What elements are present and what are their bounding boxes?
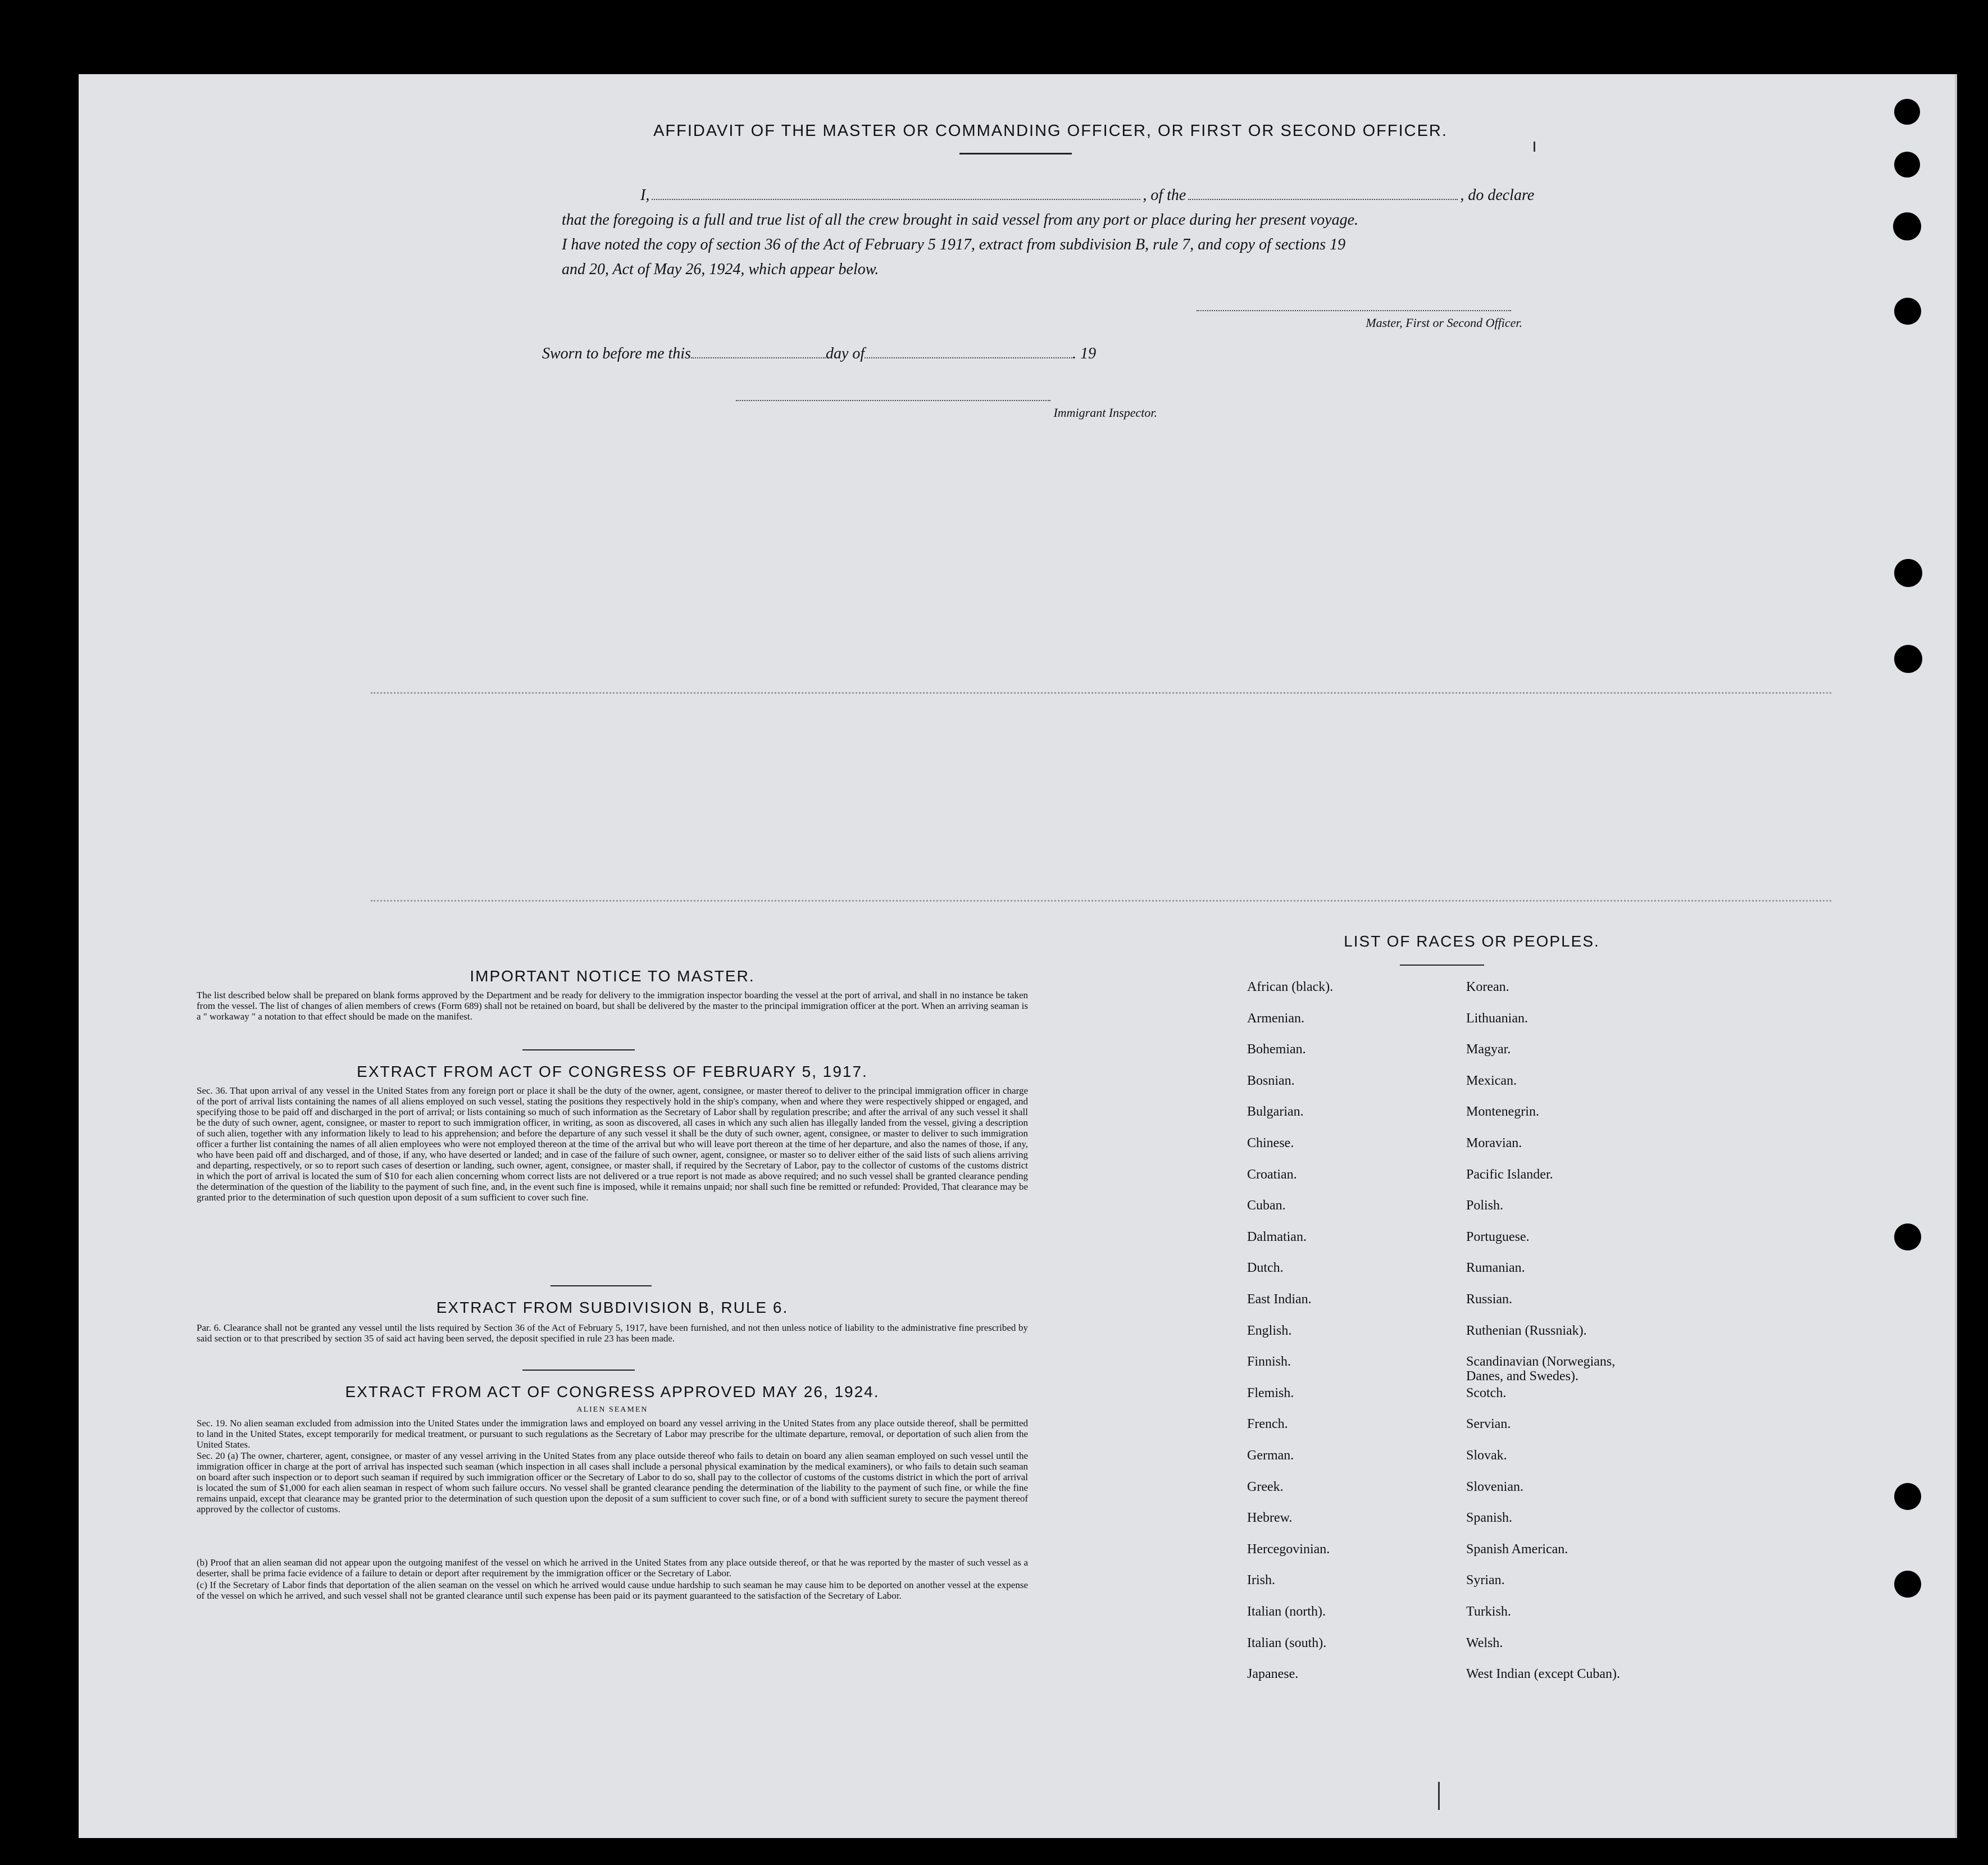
- race-item: Scotch.: [1466, 1385, 1507, 1400]
- race-item: Lithuanian.: [1466, 1011, 1528, 1026]
- race-item: Moravian.: [1466, 1136, 1522, 1150]
- inspector-caption: Immigrant Inspector.: [1053, 406, 1157, 420]
- extract1924-sec20c: (c) If the Secretary of Labor finds that deportation of the alien seaman on the vessel on which he arrived would cause undue hardship to such seaman he may cause him to be deported on another vessel at the expense of the vessel on which he arrived, and such vessel shall not be granted clearance until such expense has been paid or its payment guaranteed to the satisfaction of the Secretary of Labor.: [197, 1580, 1028, 1601]
- affidavit-line4: and 20, Act of May 26, 1924, which appear below.: [562, 261, 879, 278]
- race-item: Japanese.: [1247, 1667, 1299, 1682]
- race-item: Ruthenian (Russniak).: [1466, 1323, 1587, 1338]
- race-item: Polish.: [1466, 1198, 1504, 1213]
- race-item: Italian (south).: [1247, 1635, 1327, 1650]
- extract1917-title: EXTRACT FROM ACT OF CONGRESS OF FEBRUARY 5, 1917.: [357, 1063, 868, 1080]
- rule6-divider: [522, 1370, 635, 1371]
- of-the-label: , of the: [1143, 186, 1186, 204]
- affidavit-title: AFFIDAVIT OF THE MASTER OR COMMANDING OFFICER, OR FIRST OR SECOND OFFICER.: [653, 122, 1448, 140]
- race-item: Hebrew.: [1247, 1511, 1293, 1526]
- punch-hole: [1893, 212, 1921, 240]
- races-underline: [1400, 965, 1484, 966]
- year-label: . 19: [1072, 345, 1097, 362]
- race-item: Korean.: [1466, 980, 1509, 994]
- race-item: Portuguese.: [1466, 1229, 1530, 1244]
- notice-divider: [522, 1049, 635, 1050]
- race-item: German.: [1247, 1448, 1294, 1463]
- ink-speck: [1534, 142, 1535, 152]
- punch-hole: [1894, 99, 1920, 125]
- race-item: Spanish.: [1466, 1511, 1513, 1526]
- race-item: Bulgarian.: [1247, 1104, 1304, 1120]
- rule6-title: EXTRACT FROM SUBDIVISION B, RULE 6.: [436, 1299, 789, 1316]
- ghost-row: [371, 692, 1831, 694]
- race-item: Armenian.: [1247, 1011, 1304, 1026]
- race-item: Irish.: [1247, 1573, 1275, 1588]
- punch-hole: [1894, 1223, 1921, 1250]
- race-item: Bohemian.: [1247, 1042, 1306, 1057]
- race-item: Dalmatian.: [1247, 1229, 1307, 1244]
- race-item: Italian (north).: [1247, 1604, 1326, 1619]
- extract1917-body: Sec. 36. That upon arrival of any vessel in the United States from any foreign port or place it shall be the duty of the owner, agent, consignee, or master thereof to deliver to the principal immigration officer in charge of the port of arrival lists containing the names of all aliens employed on such vessel, stating the positions they respectively hold in the ship's company, when and where they were respectively shipped or engaged, and specifying those to be paid off and discharged in the port of arrival; or lists containing so much of such information as the Secretary of Labor shall by regulation prescribe; and after the arrival of any such vessel it shall be the duty of such owner, agent, consignee, or master to report to such immigration officer, in writing, as soon as discovered, all cases in which any such alien has illegally landed from the vessel, giving a description of such alien, together with any information likely to lead to his apprehension; and before the departure of any such vessel it shall be the duty of such owner, agent, consignee, or master to deliver to such immigration officer a further list containing the names of all alien employees who were not employed thereon at the time of the arrival but who will leave port thereon at the time of her departure, and also the names of those, if any, who have been paid off and discharged, and of those, if any, who have deserted or landed; and in case of the failure of such owner, agent, consignee, or master so to deliver either of the said lists of such aliens arriving and departing, respectively, or so to report such cases of desertion or landing, such owner, agent, consignee, or master shall, if required by the Secretary of Labor, pay to the collector of customs of the customs district in which the port of arrival is located the sum of $10 for each alien concerning whom correct lists are not delivered or a true report is not made as above required; and no such vessel shall be granted clearance pending the determination of the question of the liability to the payment of such fine, and, in the event such fine is imposed, while it remains unpaid; nor shall such fine be remitted or refunded: Provided, That clearance may be granted prior to the determination of such question upon deposit of a sum sufficient to cover such fine.: [197, 1085, 1028, 1203]
- sworn-line: [542, 345, 1329, 363]
- punch-hole: [1894, 645, 1922, 673]
- extract1924-subtitle: ALIEN SEAMEN: [576, 1405, 648, 1414]
- master-signature-line[interactable]: [1197, 310, 1511, 311]
- race-item: African (black).: [1247, 980, 1334, 994]
- race-item: Chinese.: [1247, 1136, 1294, 1150]
- extract1917-divider: [551, 1285, 652, 1286]
- race-item: Finnish.: [1247, 1354, 1291, 1370]
- race-item: English.: [1247, 1323, 1292, 1338]
- race-item: Slovak.: [1466, 1448, 1507, 1463]
- punch-hole: [1894, 298, 1921, 325]
- extract1924-sec20b: (b) Proof that an alien seaman did not appear upon the outgoing manifest of the vessel on which he arrived in the United States from any place outside thereof, or that he was reported by the master of such vessel as a deserter, shall be prima facie evidence of a failure to detain or deport after requirement by the immigration officer or the Secretary of Labor.: [197, 1557, 1028, 1579]
- extract1924-sec20a: Sec. 20 (a) The owner, charterer, agent, consignee, or master of any vessel arriving in the United States from any place outside thereof who fails to detain on board any alien seaman employed on such vessel until the immigration officer in charge at the port of arrival has inspected such seaman (which inspection in all cases shall include a personal physical examination by the medical examiners), or who fails to detain such seaman on board after such inspection or to deport such seaman if required by such immigration officer or the Secretary of Labor to do so, shall pay to the collector of customs of the customs district in which the port of arrival is located the sum of $1,000 for each alien seaman in respect of whom such failure occurs. No vessel shall be granted clearance pending the determination of the liability to the payment of such fine, or while the fine remains unpaid, except that clearance may be granted prior to the determination of such question upon the deposit of a sum sufficient to cover such fine, or of a bond with sufficient surety to secure the payment thereof approved by the collector of customs.: [197, 1450, 1028, 1514]
- race-item: Servian.: [1466, 1417, 1511, 1432]
- ink-speck: [1438, 1782, 1440, 1810]
- punch-hole: [1894, 152, 1920, 178]
- affidavit-line3: I have noted the copy of section 36 of the Act of February 5 1917, extract from subdivision B, rule 7, and copy of sections 19: [562, 236, 1346, 253]
- race-item: East Indian.: [1247, 1292, 1312, 1307]
- form-sheet: [79, 74, 1957, 1838]
- master-signature-caption: Master, First or Second Officer.: [1366, 316, 1522, 330]
- ghost-row: [371, 900, 1831, 902]
- race-item: Magyar.: [1466, 1042, 1511, 1057]
- extract1924-sec19: Sec. 19. No alien seaman excluded from admission into the United States under the immigration laws and employed on board any vessel arriving in the United States from any place outside thereof, shall be permitted to land in the United States, except temporarily for medical treatment, or pursuant to such regulations as the Secretary of Labor may prescribe for the ultimate departure, removal, or deportation of such alien from the United States.: [197, 1418, 1028, 1450]
- punch-hole: [1894, 559, 1922, 587]
- race-item: Rumanian.: [1466, 1261, 1525, 1276]
- race-item: Russian.: [1466, 1292, 1513, 1307]
- race-item: Montenegrin.: [1466, 1104, 1539, 1120]
- affidavit-i: I,: [640, 186, 650, 204]
- punch-hole: [1894, 1571, 1921, 1598]
- title-underline: [959, 153, 1072, 154]
- race-item: French.: [1247, 1417, 1288, 1432]
- race-item: Greek.: [1247, 1479, 1284, 1494]
- race-item: Turkish.: [1466, 1604, 1511, 1619]
- punch-hole: [1894, 1483, 1921, 1510]
- sworn-label: Sworn to before me this: [542, 345, 691, 362]
- race-item: Croatian.: [1247, 1167, 1297, 1182]
- race-item: Welsh.: [1466, 1635, 1503, 1650]
- race-item: Pacific Islander.: [1466, 1167, 1553, 1182]
- day-of-label: day of: [825, 345, 865, 362]
- races-title: LIST OF RACES OR PEOPLES.: [1344, 932, 1600, 950]
- race-item: Flemish.: [1247, 1385, 1294, 1400]
- vessel-blank[interactable]: [1188, 199, 1458, 200]
- name-blank[interactable]: [652, 199, 1140, 200]
- rule6-body: Par. 6. Clearance shall not be granted any vessel until the lists required by Section 36 of the Act of February 5, 1917, have been furnished, and not then unless notice of liability to the administrative fine prescribed by said section or to that prescribed by section 35 of said act having been served, the deposit specified in rule 23 has been made.: [197, 1322, 1028, 1344]
- race-item: Bosnian.: [1247, 1073, 1295, 1088]
- race-item: Mexican.: [1466, 1073, 1517, 1088]
- race-item: Dutch.: [1247, 1261, 1284, 1276]
- do-declare-label: , do declare: [1460, 186, 1535, 204]
- race-item: Hercegovinian.: [1247, 1541, 1330, 1557]
- inspector-signature-line[interactable]: [736, 400, 1050, 401]
- race-item: Syrian.: [1466, 1573, 1505, 1588]
- race-item: Scandinavian (Norwegians, Danes, and Swedes).: [1466, 1354, 1616, 1384]
- extract1924-title: EXTRACT FROM ACT OF CONGRESS APPROVED MAY 26, 1924.: [345, 1383, 880, 1400]
- race-item: West Indian (except Cuban).: [1466, 1667, 1620, 1682]
- race-item: Slovenian.: [1466, 1479, 1523, 1494]
- notice-body: The list described below shall be prepared on blank forms approved by the Department and be ready for delivery to the immigration inspector boarding the vessel at the port of arrival, and shall in no instance be taken from the vessel. The list of changes of alien members of crews (Form 689) shall not be retained on board, but shall be delivered by the master to the principal immigration officer at the port. When an arriving seaman is a " workaway " a notation to that effect should be made on the manifest.: [197, 990, 1028, 1022]
- race-item: Cuban.: [1247, 1198, 1286, 1213]
- affidavit-line1: [562, 186, 1629, 204]
- sworn-month-blank[interactable]: [865, 357, 1072, 358]
- notice-title: IMPORTANT NOTICE TO MASTER.: [470, 967, 755, 985]
- affidavit-line2: that the foregoing is a full and true list of all the crew brought in said vessel from any port or place during her present voyage.: [562, 211, 1359, 229]
- race-item: Spanish American.: [1466, 1541, 1568, 1557]
- sworn-day-blank[interactable]: [691, 357, 826, 358]
